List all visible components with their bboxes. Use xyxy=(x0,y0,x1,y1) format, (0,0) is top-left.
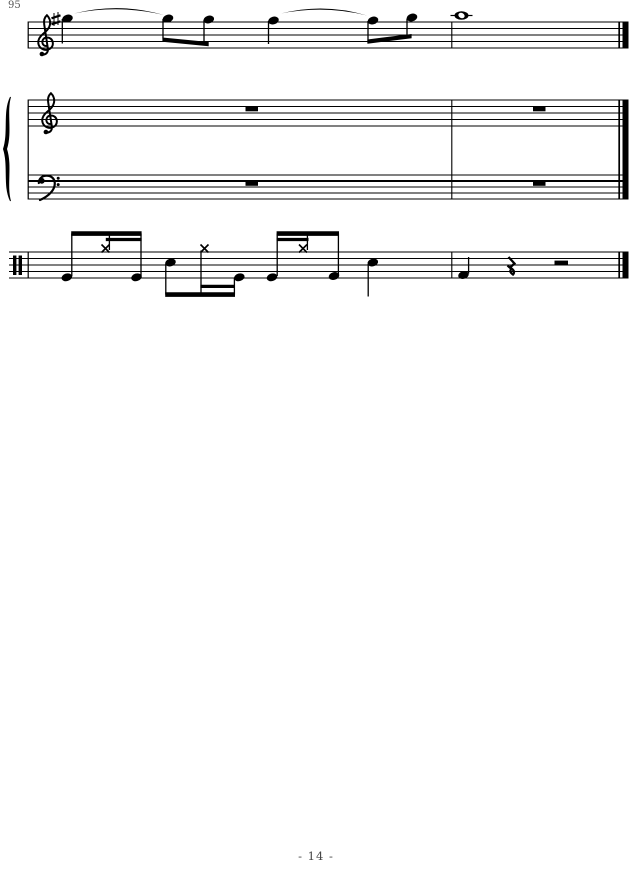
note-stem xyxy=(109,234,110,251)
note-stem xyxy=(338,234,339,275)
whole-rest xyxy=(246,182,259,186)
bass-clef xyxy=(39,176,60,200)
melody-staff-line xyxy=(28,22,629,23)
note-stem xyxy=(203,20,204,44)
piano-bass-staff-line xyxy=(28,193,629,194)
beam xyxy=(165,292,235,297)
percussion-staff-line xyxy=(9,258,629,259)
beam xyxy=(200,285,235,288)
piano-treble-staff-line xyxy=(28,106,629,107)
barline xyxy=(28,22,29,49)
piano-bass-staff-line xyxy=(28,175,629,176)
note-stem xyxy=(140,234,141,277)
note-stem xyxy=(162,19,163,39)
note-stem xyxy=(62,19,63,44)
x-notehead xyxy=(201,245,209,253)
barline xyxy=(451,252,452,279)
notehead xyxy=(266,272,279,282)
percussion-staff-line xyxy=(9,265,629,266)
slur xyxy=(74,8,164,15)
barline xyxy=(618,100,620,200)
barline xyxy=(623,100,629,200)
page-number: - 14 - xyxy=(298,849,334,863)
melody-staff-line xyxy=(28,41,629,42)
barline xyxy=(451,100,452,200)
half-rest xyxy=(555,261,569,265)
measure-number: 95 xyxy=(8,0,21,11)
note-stem xyxy=(277,234,278,277)
x-notehead xyxy=(299,245,307,253)
note-stem xyxy=(234,279,235,295)
barline xyxy=(28,100,29,200)
beam xyxy=(162,38,208,47)
beam xyxy=(106,238,142,241)
note-stem xyxy=(368,264,369,297)
percussion-clef xyxy=(13,256,16,276)
piano-brace xyxy=(4,97,11,201)
piano-treble-staff-line xyxy=(28,113,629,114)
note-stem xyxy=(307,234,308,251)
note-stem xyxy=(200,251,201,295)
barline xyxy=(623,22,629,49)
beam xyxy=(71,231,141,236)
piano-bass-staff-line xyxy=(28,187,629,188)
x-notehead xyxy=(102,245,110,253)
melody-staff-line xyxy=(28,28,629,29)
piano-bass-staff-line xyxy=(28,199,629,200)
sharp-accidental xyxy=(52,12,61,26)
percussion-clef xyxy=(19,256,22,276)
percussion-staff-line xyxy=(9,278,629,279)
barline xyxy=(28,252,29,279)
barline xyxy=(623,252,629,279)
treble-clef xyxy=(42,93,57,134)
barline xyxy=(618,252,620,279)
piano-treble-staff-line xyxy=(28,119,629,120)
note-stem xyxy=(406,19,407,38)
beam xyxy=(277,238,309,241)
note-stem xyxy=(268,21,269,44)
whole-rest xyxy=(246,107,259,111)
barline xyxy=(451,22,452,49)
note-stem xyxy=(71,234,72,277)
melody-staff-line xyxy=(28,35,629,36)
piano-treble-staff-line xyxy=(28,126,629,127)
percussion-staff-line xyxy=(9,271,629,272)
whole-rest xyxy=(533,107,546,111)
note-stem xyxy=(468,257,469,274)
piano-treble-staff-line xyxy=(28,100,629,101)
whole-rest xyxy=(533,182,546,186)
note-stem xyxy=(367,21,368,43)
note-stem xyxy=(165,264,166,295)
barline xyxy=(618,22,620,49)
treble-clef xyxy=(38,15,53,56)
slur xyxy=(281,8,367,15)
melody-staff-line xyxy=(28,48,629,49)
